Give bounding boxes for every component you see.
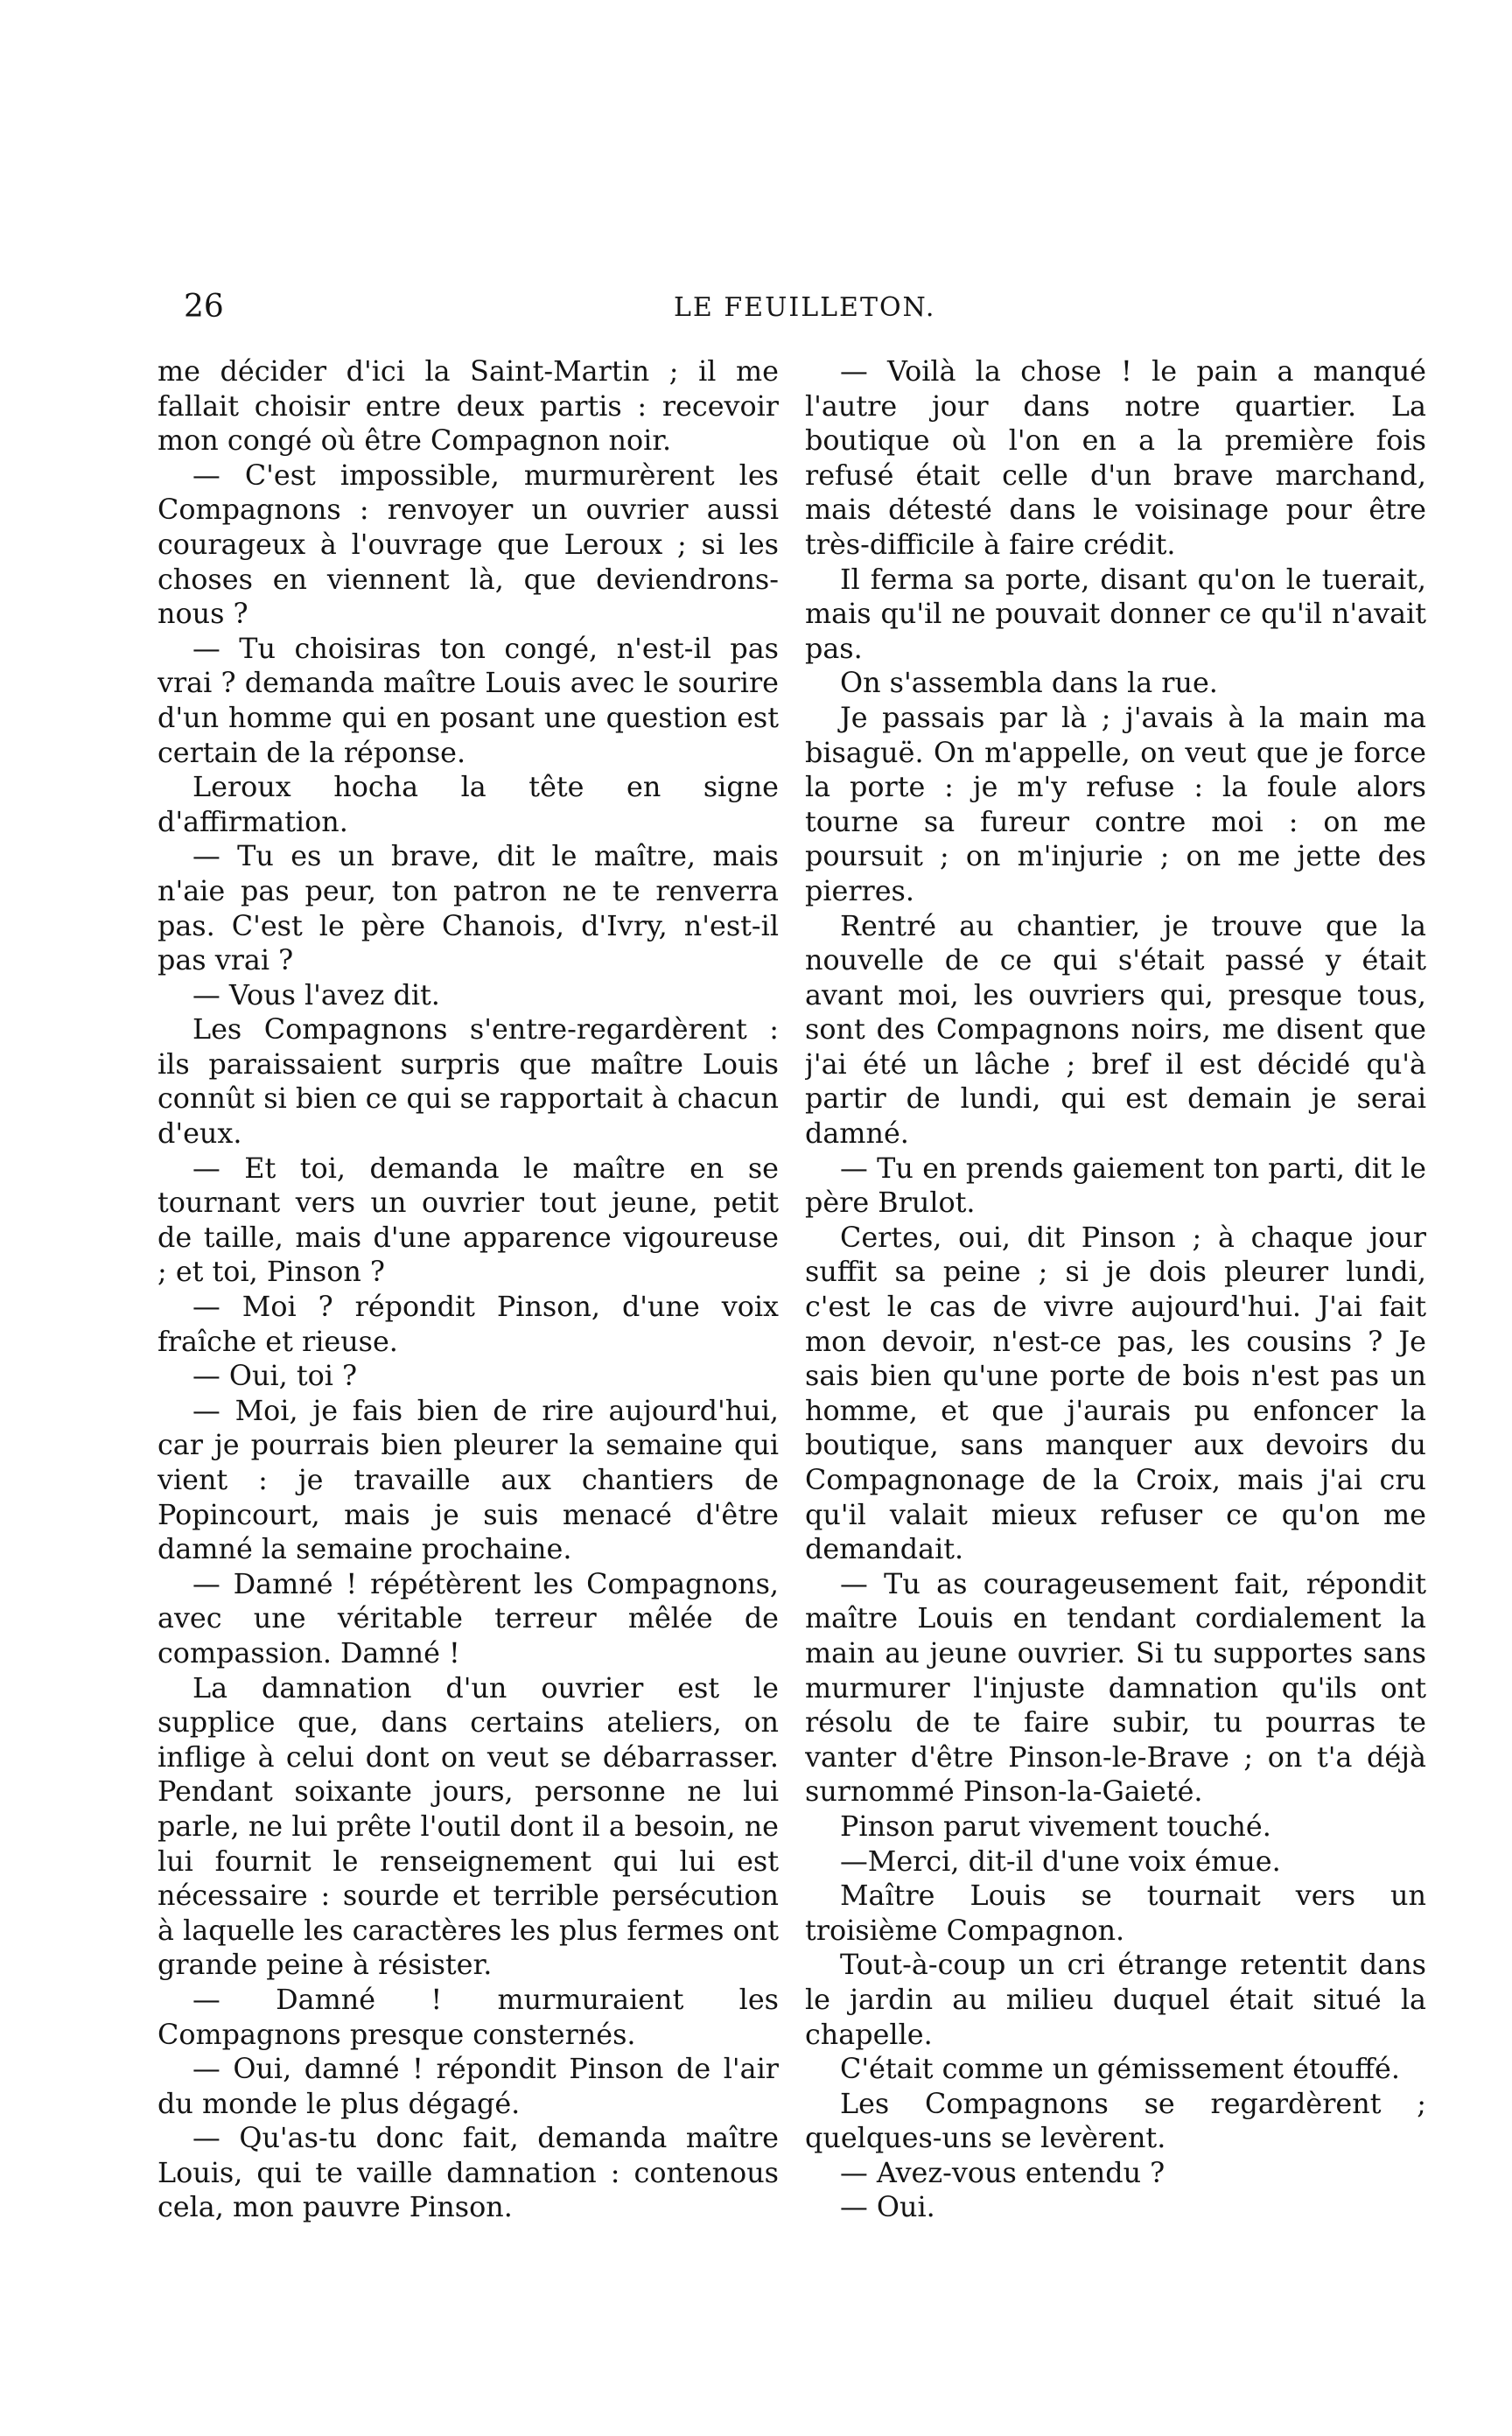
paragraph: Les Compagnons s'entre-regardèrent : ils paraissaient surpris que maître Louis connût si bien ce qui se rapportait à chacun d'eux.: [158, 1013, 779, 1151]
page-number: 26: [184, 289, 224, 325]
paragraph: La damnation d'un ouvrier est le supplice que, dans certains ateliers, on inflige à celui dont on veut se débarrasser. Pendant soixante jours, personne ne lui parle, ne lui prête l'outil dont il a besoin, ne lui fournit le renseignement qui lui est nécessaire : sourde et terrible persécution à laquelle les caractères les plus fermes ont grande peine à résister.: [158, 1671, 779, 1982]
running-title: LE FEUILLETON.: [674, 292, 936, 323]
paragraph: — Tu es un brave, dit le maître, mais n'aie pas peur, ton patron ne te renverra pas. C'est le père Chanois, d'Ivry, n'est-il pas vrai ?: [158, 840, 779, 977]
paragraph: Rentré au chantier, je trouve que la nouvelle de ce qui s'était passé y était avant moi, les ouvriers qui, presque tous, sont des Compagnons noirs, me disent que j'ai été un lâche ; bref il est décidé qu'à partir de lundi, qui est demain je serai damné.: [805, 909, 1426, 1151]
right-column: [805, 354, 1426, 2279]
paragraph: Certes, oui, dit Pinson ; à chaque jour suffit sa peine ; si je dois pleurer lundi, c'est le cas de vivre aujourd'hui. J'ai fait mon devoir, n'est-ce pas, les cousins ? Je sais bien qu'une porte de bois n'est pas un homme, et que j'aurais pu enfoncer la boutique, sans manquer aux devoirs du Compagnonage de la Croix, mais j'ai cru qu'il valait mieux refuser ce qu'on me demandait.: [805, 1221, 1426, 1566]
paragraph: Les Compagnons se regardèrent ; quelques-uns se levèrent.: [805, 2087, 1426, 2155]
paragraph: Maître Louis se tournait vers un troisième Compagnon.: [805, 1880, 1426, 1947]
paragraph: — Qu'as-tu donc fait, demanda maître Louis, qui te vaille damnation : contenous cela, mon pauvre Pinson.: [158, 2122, 779, 2224]
page-header: [184, 289, 1024, 332]
paragraph: me décider d'ici la Saint-Martin ; il me fallait choisir entre deux partis : recevoir mon congé où être Compagnon noir.: [158, 355, 779, 458]
paragraph: — Oui, toi ?: [192, 1360, 358, 1393]
paragraph: — Tu as courageusement fait, répondit maître Louis en tendant cordialement la main au jeune ouvrier. Si tu supportes sans murmurer l'injuste damnation qu'ils ont résolu de te faire subir, tu pourras te vanter d'être Pinson-le-Brave ; on t'a déjà surnommé Pinson-la-Gaieté.: [805, 1567, 1426, 1809]
paragraph: — Et toi, demanda le maître en se tournant vers un ouvrier tout jeune, petit de taille, mais d'une apparence vigoureuse ; et toi, Pinson ?: [158, 1152, 779, 1289]
paragraph: — Oui.: [840, 2191, 935, 2224]
paragraph: Je passais par là ; j'avais à la main ma bisaguë. On m'appelle, on veut que je force la porte : je m'y refuse : la foule alors tourne sa fureur contre moi : on me poursuit ; on m'injurie ; on me jette des pierres.: [805, 701, 1426, 907]
left-column: [158, 354, 779, 2279]
paragraph: — Tu choisiras ton congé, n'est-il pas vrai ? demanda maître Louis avec le sourire d'un homme qui en posant une question est certain de la réponse.: [158, 632, 779, 769]
paragraph: C'était comme un gémissement étouffé.: [840, 2053, 1400, 2086]
paragraph: — Oui, damné ! répondit Pinson de l'air du monde le plus dégagé.: [158, 2053, 779, 2120]
paragraph: — Tu en prends gaiement ton parti, dit le père Brulot.: [805, 1152, 1426, 1220]
paragraph: On s'assembla dans la rue.: [840, 667, 1218, 700]
paragraph: Pinson parut vivement touché.: [840, 1810, 1271, 1843]
paragraph: — Damné ! murmuraient les Compagnons presque consternés.: [158, 1983, 779, 2051]
paragraph: Il ferma sa porte, disant qu'on le tuerait, mais qu'il ne pouvait donner ce qu'il n'avait pas.: [805, 563, 1426, 665]
paragraph: — Moi, je fais bien de rire aujourd'hui, car je pourrais bien pleurer la semaine qui vient : je travaille aux chantiers de Popincourt, mais je suis menacé d'être damné la semaine prochaine.: [158, 1394, 779, 1566]
paragraph: Leroux hocha la tête en signe d'affirmation.: [158, 771, 779, 838]
paragraph: —Merci, dit-il d'une voix émue.: [840, 1844, 1281, 1878]
paragraph: — Voilà la chose ! le pain a manqué l'autre jour dans notre quartier. La boutique où l'on en a la première fois refusé était celle d'un brave marchand, mais détesté dans le voisinage pour être très-difficile à faire crédit.: [805, 355, 1426, 561]
paragraph: Tout-à-coup un cri étrange retentit dans le jardin au milieu duquel était situé la chapelle.: [805, 1949, 1426, 2051]
paragraph: — C'est impossible, murmurèrent les Compagnons : renvoyer un ouvrier aussi courageux à l'ouvrage que Leroux ; si les choses en viennent là, que deviendrons-nous ?: [158, 458, 779, 631]
paragraph: — Vous l'avez dit.: [192, 978, 440, 1012]
paragraph: — Moi ? répondit Pinson, d'une voix fraîche et rieuse.: [158, 1291, 779, 1358]
paragraph: — Damné ! répétèrent les Compagnons, avec une véritable terreur mêlée de compassion. Damné !: [158, 1567, 779, 1670]
paragraph: — Avez-vous entendu ?: [840, 2156, 1166, 2189]
